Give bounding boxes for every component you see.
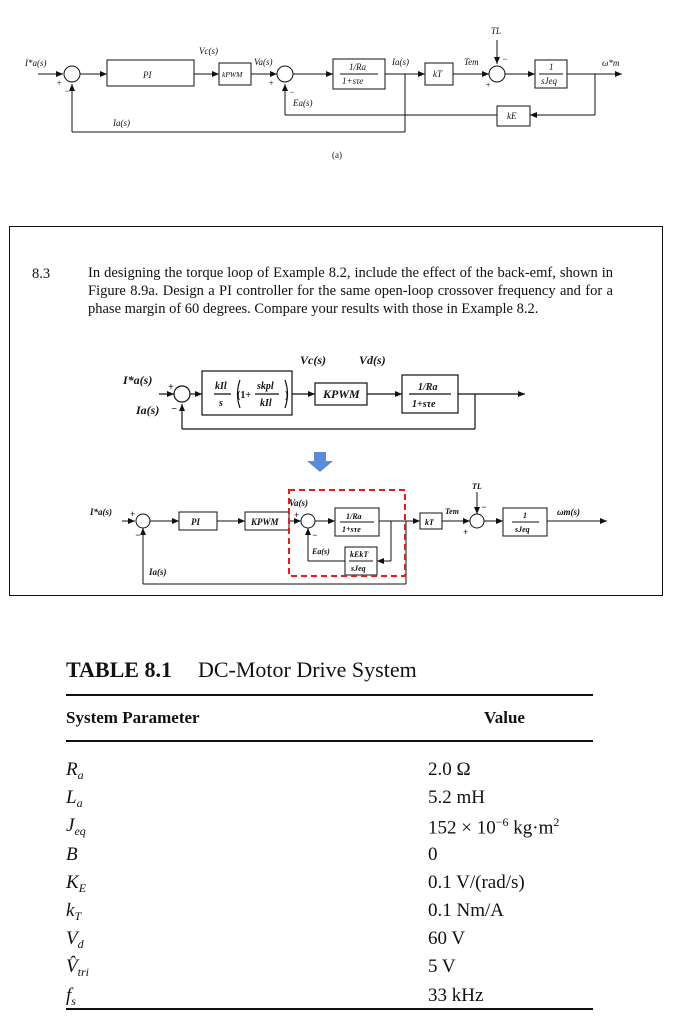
elec-den-c: 1+sτe <box>342 525 361 534</box>
problem-diagrams <box>9 340 663 595</box>
label-omega-c: ωm(s) <box>557 507 581 517</box>
kpwm-label: kPWM <box>222 70 243 79</box>
symbol-main: V <box>66 928 78 950</box>
parameter-value <box>428 985 483 1007</box>
value-text: 2.0 Ω <box>428 759 471 780</box>
label-ea-c: Ea(s) <box>312 547 330 556</box>
label-feedback-b: Ia(s) <box>136 403 160 417</box>
symbol-main: B <box>66 843 78 865</box>
plus-c2: + <box>294 510 300 520</box>
value-text: 0.1 V/(rad/s) <box>428 871 525 893</box>
elec-den: 1+sτe <box>342 76 364 86</box>
symbol-subscript: a <box>76 796 83 811</box>
mech-num-c: 1 <box>523 511 527 520</box>
plus-c1: + <box>130 509 136 519</box>
table-row <box>66 815 606 839</box>
plus-2: + <box>268 78 275 88</box>
value-text: 0.1 Nm/A <box>428 900 504 921</box>
parameter-symbol <box>66 872 86 894</box>
parameter-value <box>428 928 465 950</box>
value-text: 5.2 mH <box>428 787 485 809</box>
sum-c2 <box>301 514 315 528</box>
parameter-value <box>428 956 456 978</box>
plus-c3: + <box>463 527 469 537</box>
pi-kil-den: kIl <box>260 398 272 409</box>
label-vd-b: Vd(s) <box>359 353 386 367</box>
sum-b <box>174 386 190 402</box>
value-text: 5 V <box>428 956 456 978</box>
pi-s-den: s <box>219 398 223 409</box>
pi-label: PI <box>143 70 152 80</box>
table-row <box>66 956 606 980</box>
label-input: I*a(s) <box>25 58 47 68</box>
mech-den: sJeq <box>541 76 557 86</box>
minus-c1: − <box>135 530 141 540</box>
table-row <box>66 759 606 780</box>
pi-paren-open: (1+ <box>237 390 252 401</box>
problem-text: In designing the torque loop of Example 8.2, include the effect of the back-emf, shown in Figure 8.9a. Design a PI controller for the same open-loop crossover frequency and for a phase margin of 60 degrees. Compare your results with those in Example 8.2. <box>88 265 613 317</box>
parameter-symbol <box>66 900 81 922</box>
sum-junction-3 <box>489 66 505 82</box>
elec-num-b: 1/Ra <box>418 382 438 393</box>
plus-b: + <box>168 382 174 393</box>
value-text: 0 <box>428 843 438 865</box>
symbol-subscript: T <box>74 909 82 923</box>
label-input-b: I*a(s) <box>123 373 153 387</box>
mech-den-c: sJeq <box>515 525 530 534</box>
figure-caption: (a) <box>332 150 342 160</box>
label-ia: Ia(s) <box>392 57 409 67</box>
symbol-main: K <box>66 871 79 893</box>
label-vc-b: Vc(s) <box>300 353 326 367</box>
table-label: TABLE 8.1 <box>66 657 172 682</box>
parameter-symbol <box>66 928 84 950</box>
sum-junction-1 <box>64 66 80 82</box>
table-row <box>66 985 606 1006</box>
pi-skpl: skpl <box>257 381 274 392</box>
transform-arrow <box>307 452 333 472</box>
sum-junction-2 <box>277 66 293 82</box>
plus-3: + <box>485 80 492 90</box>
symbol-subscript: tri <box>77 965 89 980</box>
pi-kil-num: kIl <box>215 381 227 392</box>
unit-exponent: 2 <box>553 815 560 830</box>
label-va-c: Va(s) <box>289 498 309 508</box>
label-va: Va(s) <box>254 57 273 67</box>
symbol-main: f <box>66 984 72 1006</box>
symbol-subscript: E <box>78 880 87 895</box>
elec-num: 1/Ra <box>349 62 366 72</box>
symbol-main: k <box>66 900 75 921</box>
minus-b: − <box>171 404 178 415</box>
label-omega: ω*m <box>602 58 620 68</box>
symbol-main: J <box>66 815 75 837</box>
table-row <box>66 787 606 811</box>
parameter-value <box>428 787 485 809</box>
kt-label-c: kT <box>425 518 434 527</box>
table-row <box>66 872 606 893</box>
pi-label-c: PI <box>191 517 200 527</box>
table-row <box>66 844 606 865</box>
elec-den-b: 1+sτe <box>412 399 436 410</box>
value-exponent: −6 <box>495 815 509 830</box>
figure-a-block-diagram <box>0 0 675 175</box>
parameter-symbol <box>66 956 89 978</box>
problem-number: 8.3 <box>32 266 51 282</box>
parameter-symbol <box>66 787 83 809</box>
kekt-den: sJeq <box>351 564 366 573</box>
symbol-subscript: a <box>77 768 84 782</box>
label-tl: TL <box>491 26 502 36</box>
label-tem: Tem <box>464 57 479 67</box>
symbol-subscript: s <box>71 993 76 1008</box>
table-bottom-rule <box>66 1008 593 1010</box>
label-vc: Vc(s) <box>199 46 218 56</box>
label-feedback-c: Ia(s) <box>149 567 167 577</box>
parameter-value <box>428 815 559 839</box>
minus-3: − <box>502 54 509 64</box>
parameter-value <box>428 900 504 922</box>
value-text: 33 kHz <box>428 984 484 1006</box>
parameter-symbol <box>66 815 86 837</box>
symbol-main: R <box>66 759 78 780</box>
minus-2: − <box>289 87 296 97</box>
column-header-value: Value <box>484 708 525 727</box>
symbol-subscript: d <box>77 937 84 952</box>
value-unit: kg·m <box>508 817 554 839</box>
kpwm-label-c: KPWM <box>251 517 279 527</box>
kt-label: kT <box>433 69 442 79</box>
label-tl-c: TL <box>472 482 482 491</box>
symbol-main: V̂ <box>66 956 78 978</box>
pi-paren-close: ) <box>285 390 289 401</box>
mech-num: 1 <box>549 62 554 72</box>
sum-c3 <box>470 514 484 528</box>
parameter-symbol <box>66 985 76 1007</box>
value-text: 152 × 10 <box>428 817 496 839</box>
parameter-value <box>428 872 525 894</box>
symbol-main: L <box>66 787 77 809</box>
table-row <box>66 900 606 921</box>
sum-c1 <box>136 514 150 528</box>
plus-1: + <box>56 78 63 88</box>
column-header-parameter: System Parameter <box>66 708 200 727</box>
parameter-symbol <box>66 759 84 781</box>
label-ea: Ea(s) <box>293 98 313 108</box>
symbol-subscript: eq <box>74 824 86 839</box>
minus-1: − <box>64 86 71 96</box>
ke-label: kE <box>507 111 517 121</box>
minus-c3: − <box>481 502 487 512</box>
kekt-num: kEkT <box>350 550 369 559</box>
label-feedback: Ia(s) <box>113 118 130 128</box>
table-title <box>66 657 417 683</box>
label-input-c: I*a(s) <box>90 507 112 517</box>
table-caption: DC-Motor Drive System <box>197 657 417 682</box>
parameter-value <box>428 844 438 866</box>
value-text: 60 V <box>428 928 466 950</box>
table-top-rule <box>66 694 593 696</box>
table-row <box>66 928 606 952</box>
parameter-value <box>428 759 471 781</box>
parameter-symbol <box>66 844 78 866</box>
minus-c2: − <box>312 530 318 540</box>
table-header-rule <box>66 740 593 742</box>
label-tem-c: Tem <box>445 507 459 516</box>
kpwm-label-b: KPWM <box>323 387 360 401</box>
elec-num-c: 1/Ra <box>346 512 362 521</box>
